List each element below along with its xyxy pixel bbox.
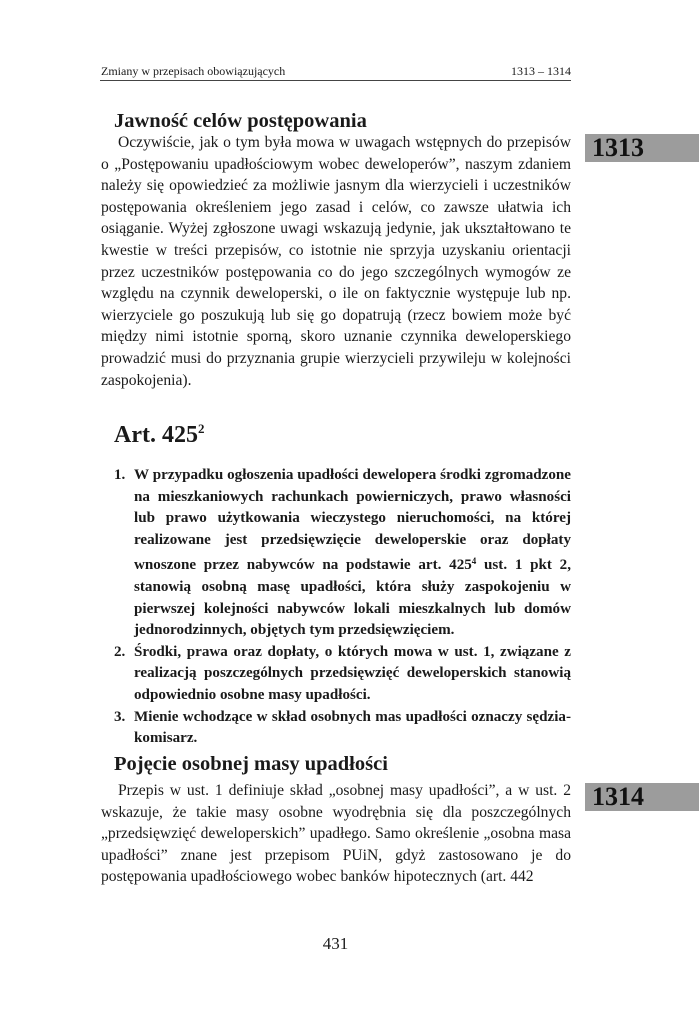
article-item-3 xyxy=(114,707,571,750)
header-rule xyxy=(100,80,571,81)
article-title xyxy=(114,421,204,449)
margin-number-1314: 1314 xyxy=(585,783,699,811)
article-item-text: Mienie wchodzące w skład osobnych mas upadłości oznaczy sędzia-komisarz. xyxy=(134,708,571,747)
article-item-2 xyxy=(114,642,571,707)
running-header-title: Zmiany w przepisach obowiązujących xyxy=(101,64,286,78)
page-number: 431 xyxy=(322,934,349,953)
article-item-superscript: 4 xyxy=(471,556,477,567)
article-item-text: W przypadku ogłoszenia upadłości dewelopera środki zgromadzone na mieszkaniowych rachunkach powierniczych, prawo własności lub prawo użytkowania wieczystego nieruchomości, na której realizowane jest przedsięwzięcie deweloperskie oraz dopłaty wnoszone przez nabywców na podstawie art. 425 xyxy=(134,467,571,574)
section-heading-jawnosc: Jawność celów postępowania xyxy=(114,110,367,132)
article-item-text-continued: ust. 1 pkt 2, stanowią osobną masę upadłości, która służy zaspokojeniu w pierwszej kolejności nabywców lokali mieszkalnych lub domów jednorodzinnych, objętych tym przedsięwzięciem. xyxy=(134,557,571,639)
article-title-superscript: 2 xyxy=(197,421,205,436)
body-paragraph-1: Oczywiście, jak o tym była mowa w uwagach wstępnych do przepisów o „Postępowaniu upadłościowym wobec deweloperów”, naszym zdaniem należy się opowiedzieć za możliwie jasnym dla wierzycieli i uczestników postępowania określeniem jego zasad i celów, co zawsze ułatwia ich osiąganie. Wyżej zgłoszone uwagi wskazują jedynie, jak ukształtowano te kwestie w treści przepisów, co istotnie nie sprzyja uzyskaniu orientacji przez uczestników postępowania co do jego szczególnych wymogów ze względu na czynnik deweloperski, o ile on faktycznie występuje lub np. wierzyciele go poszukują lub się go dopatrują (rzecz bowiem może być między nimi istotnie sporną, skoro uznanie czynnika deweloperskiego prowadzić musi do przyznania grupie wierzycieli przywileju w kolejności zaspokojenia). xyxy=(101,134,571,389)
body-paragraph-2: Przepis w ust. 1 definiuje skład „osobnej masy upadłości”, a w ust. 2 wskazuje, że takie masy osobne wyodrębnia się dla poszczególnych „przedsięwzięć deweloperskich” upadłego. Samo określenie „osobna masa upadłości” znane jest przepisom PUiN, gdyż zastosowano je do postępowania upadłościowego wobec banków hipotecznych (art. 442 xyxy=(101,782,571,886)
article-list xyxy=(114,465,571,750)
article-title-text: Art. 425 xyxy=(114,422,198,448)
margin-number-1313: 1313 xyxy=(585,134,699,162)
section-heading-pojecie: Pojęcie osobnej masy upadłości xyxy=(114,753,388,775)
article-item-text: Środki, prawa oraz dopłaty, o których mowa w ust. 1, związane z realizacją poszczególnych przedsięwzięć deweloperskich stanowią odpowiednio osobne masy upadłości. xyxy=(134,643,571,703)
article-item-number: 1. xyxy=(114,467,126,483)
article-item-number: 3. xyxy=(114,708,126,725)
running-header-range: 1313 – 1314 xyxy=(511,64,571,78)
article-item-1 xyxy=(114,465,571,642)
article-item-number: 2. xyxy=(114,643,126,660)
